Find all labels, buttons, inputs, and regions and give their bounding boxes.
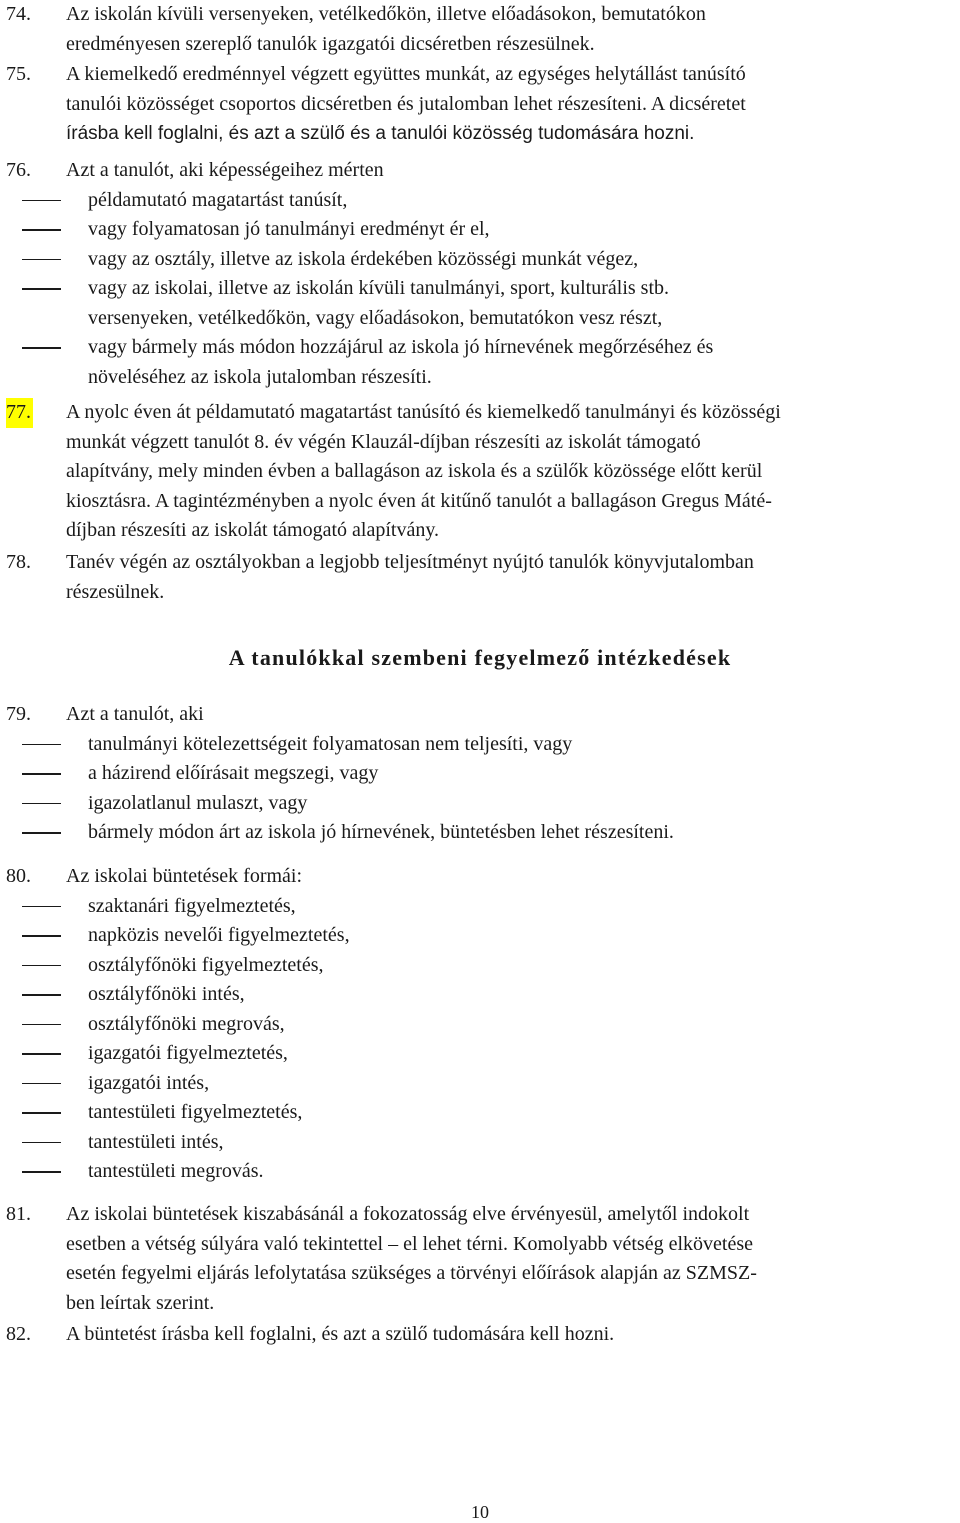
paragraph-intro: Azt a tanulót, aki képességeihez mérten <box>66 159 384 181</box>
list-item: szaktanári figyelmeztetés, <box>88 892 894 922</box>
paragraph-intro: Az iskolai büntetések formái: <box>66 865 303 887</box>
paragraph-line: díjban részesíti az iskolát támogató alapítvány. <box>66 519 440 541</box>
paragraph-line: munkát végzett tanulót 8. év végén Klauzál-díjban részesíti az iskolát támogató <box>66 430 701 453</box>
list-item: példamutató magatartást tanúsít, <box>88 186 894 216</box>
paragraph-line: ben leírtak szerint. <box>66 1291 215 1314</box>
list-item: vagy bármely más módon hozzájárul az iskola jó hírnevének megőrzéséhez és <box>88 333 894 363</box>
paragraph-number: 74. <box>6 3 31 25</box>
paragraph-line: Az iskolai büntetések kiszabásánál a fokozatosság elve érvényesül, amelytől indokolt <box>66 1203 750 1225</box>
paragraph-line: esetben a vétség súlyára való tekintettel – el lehet térni. Komolyabb vétség elkövetése <box>66 1232 753 1255</box>
list-item: osztályfőnöki figyelmeztetés, <box>88 951 894 981</box>
paragraph-number: 82. <box>6 1323 31 1345</box>
paragraph-line: A büntetést írásba kell foglalni, és azt a szülő tudomására kell hozni. <box>66 1323 615 1345</box>
paragraph-line: Tanév végén az osztályokban a legjobb teljesítményt nyújtó tanulók könyvjutalomban <box>66 551 754 573</box>
paragraph-80 <box>0 862 960 1187</box>
list-item: napközis nevelői figyelmeztetés, <box>88 921 894 951</box>
paragraph-number: 80. <box>6 865 31 887</box>
paragraph-number: 78. <box>6 551 31 573</box>
list-item: vagy folyamatosan jó tanulmányi eredményt ér el, <box>88 215 894 245</box>
paragraph-line: A kiemelkedő eredménnyel végzett együttes munkát, az egységes helytállást tanúsító <box>66 63 746 85</box>
paragraph-line: kiosztásra. A tagintézményben a nyolc éven át kitűnő tanulót a ballagáson Gregus Máté- <box>66 489 772 512</box>
paragraph-82 <box>0 1320 960 1350</box>
list-item: tantestületi megrovás. <box>88 1157 894 1187</box>
list-item: igazolatlanul mulaszt, vagy <box>88 789 894 819</box>
paragraph-77 <box>0 398 960 546</box>
list-item: vagy az iskolai, illetve az iskolán kívüli tanulmányi, sport, kulturális stb. <box>88 274 894 304</box>
section-heading: A tanulókkal szembeni fegyelmező intézkedések <box>228 645 732 670</box>
list-item: tanulmányi kötelezettségeit folyamatosan nem teljesíti, vagy <box>88 730 894 760</box>
paragraph-74 <box>0 0 960 59</box>
paragraph-76 <box>0 156 960 392</box>
list-item: osztályfőnöki megrovás, <box>88 1010 894 1040</box>
paragraph-line: írásba kell foglalni, és azt a szülő és a tanulói közösség tudomására hozni. <box>66 123 695 144</box>
paragraph-line: alapítvány, mely minden évben a ballagáson az iskola és a szülők közössége előtt kerül <box>66 460 763 482</box>
paragraph-intro: Azt a tanulót, aki <box>66 703 204 725</box>
paragraph-81 <box>0 1200 960 1318</box>
list-item: vagy az osztály, illetve az iskola érdekében közösségi munkát végez, <box>88 245 894 275</box>
paragraph-line: tanulói közösséget csoportos dicséretben és jutalomban lehet részesíteni. A dicséretet <box>66 92 746 115</box>
paragraph-number: 81. <box>6 1203 31 1225</box>
list-item: igazgatói figyelmeztetés, <box>88 1039 894 1069</box>
paragraph-line: Az iskolán kívüli versenyeken, vetélkedőkön, illetve előadásokon, bemutatókon <box>66 3 706 25</box>
list-item: a házirend előírásait megszegi, vagy <box>88 759 894 789</box>
list-item: bármely módon árt az iskola jó hírnevének, büntetésben lehet részesíteni. <box>88 818 894 848</box>
list-item-continuation: versenyeken, vetélkedőkön, vagy előadásokon, bemutatókon vesz részt, <box>88 306 663 329</box>
paragraph-line: esetén fegyelmi eljárás lefolytatása szükséges a törvényi előírások alapján az SZMSZ- <box>66 1262 757 1284</box>
paragraph-line: részesülnek. <box>66 580 165 603</box>
paragraph-line: A nyolc éven át példamutató magatartást tanúsító és kiemelkedő tanulmányi és közösségi <box>66 401 781 423</box>
highlighted-paragraph-number: 77. <box>6 398 33 428</box>
list-item: igazgatói intés, <box>88 1069 894 1099</box>
paragraph-78 <box>0 548 960 607</box>
paragraph-line: eredményesen szereplő tanulók igazgatói dicséretben részesülnek. <box>66 32 595 55</box>
list-item: osztályfőnöki intés, <box>88 980 894 1010</box>
paragraph-number: 75. <box>6 63 31 85</box>
paragraph-number: 76. <box>6 159 31 181</box>
list-item: tantestületi intés, <box>88 1128 894 1158</box>
paragraph-75 <box>0 60 960 149</box>
page-number: 10 <box>471 1502 489 1522</box>
paragraph-79 <box>0 700 960 848</box>
list-item: tantestületi figyelmeztetés, <box>88 1098 894 1128</box>
list-item-continuation: növeléséhez az iskola jutalomban részesíti. <box>88 365 432 388</box>
paragraph-number: 79. <box>6 703 31 725</box>
